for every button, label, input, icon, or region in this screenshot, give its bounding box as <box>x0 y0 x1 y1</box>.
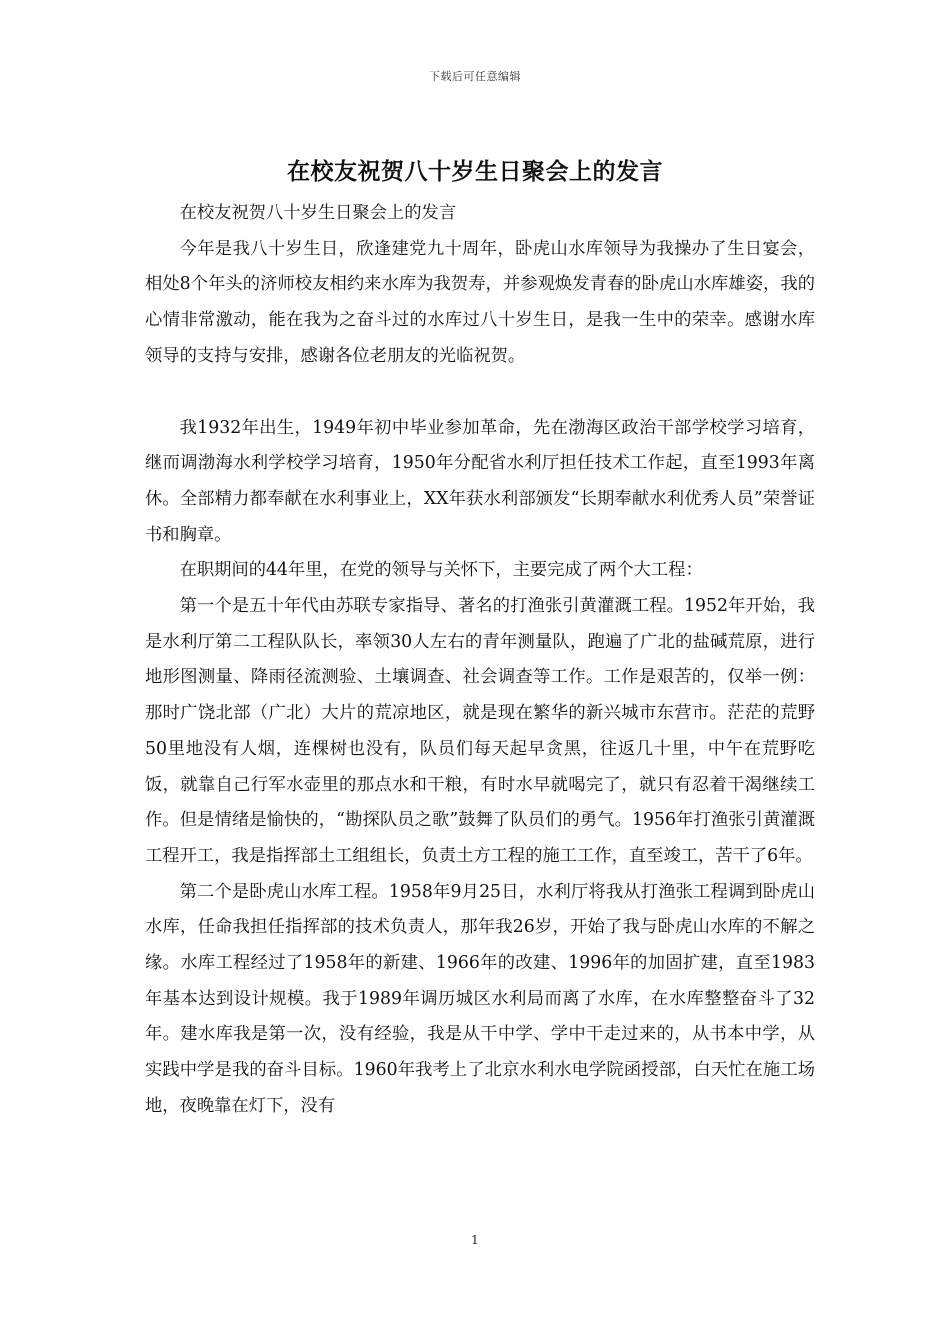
document-title: 在校友祝贺八十岁生日聚会上的发言 <box>287 158 663 185</box>
document-body <box>145 196 815 1125</box>
biography-paragraph: 我1932年出生，1949年初中毕业参加革命，先在渤海区政治干部学校学习培育，继而调渤海水利学校学习培育，1950年分配省水利厅担任技术工作起，直至1993年离休。全部精力都奉献在水利事业上，XX年获水利部颁发“长期奉献水利优秀人员”荣誉证书和胸章。 <box>145 417 815 545</box>
header-note: 下载后可任意编辑 <box>429 70 521 83</box>
subtitle-paragraph: 在校友祝贺八十岁生日聚会上的发言 <box>179 203 457 223</box>
first-project-paragraph: 第一个是五十年代由苏联专家指导、著名的打渔张引黄灌溉工程。1952年开始，我是水利厅第二工程队队长，率领30人左右的青年测量队，跑遍了广北的盐碱荒原，进行地形图测量、降雨径流测验、土壤调查、社会调查等工作。工作是艰苦的，仅举一例：那时广饶北部（广北）大片的荒凉地区，就是现在繁华的新兴城市东营市。茫茫的荒野50里地没有人烟，连棵树也没有，队员们每天起早贪黑，往返几十里，中午在荒野吃饭，就靠自己行军水壶里的那点水和干粮，有时水早就喝完了，就只有忍着干渴继续工作。但是情绪是愉快的，“勘探队员之歌”鼓舞了队员们的勇气。1956年打渔张引黄灌溉工程开工，我是指挥部土工组组长，负责土方工程的施工工作，直至竣工，苦干了6年。 <box>145 596 815 866</box>
intro-paragraph: 今年是我八十岁生日，欣逢建党九十周年，卧虎山水库领导为我操办了生日宴会，相处8个年头的济师校友相约来水库为我贺寿，并参观焕发青春的卧虎山水库雄姿，我的心情非常激动，能在我为之奋斗过的水库过八十岁生日，是我一生中的荣幸。感谢水库领导的支持与安排，感谢各位老朋友的光临祝贺。 <box>145 238 815 366</box>
paragraph-spacer <box>145 375 815 411</box>
page-number: 1 <box>471 1233 479 1247</box>
summary-paragraph: 在职期间的44年里，在党的领导与关怀下，主要完成了两个大工程： <box>179 560 703 581</box>
second-project-paragraph: 第二个是卧虎山水库工程。1958年9月25日，水利厅将我从打渔张工程调到卧虎山水库，任命我担任指挥部的技术负责人，那年我26岁，开始了我与卧虎山水库的不解之缘。水库工程经过了1958年的新建、1966年的改建、1996年的加固扩建，直至1983年基本达到设计规模。我于1989年调历城区水利局而离了水库，在水库整整奋斗了32年。建水库我是第一次，没有经验，我是从干中学、学中干走过来的，从书本中学，从实践中学是我的奋斗目标。1960年我考上了北京水利水电学院函授部，白天忙在施工场地，夜晚靠在灯下，没有 <box>145 881 815 1116</box>
